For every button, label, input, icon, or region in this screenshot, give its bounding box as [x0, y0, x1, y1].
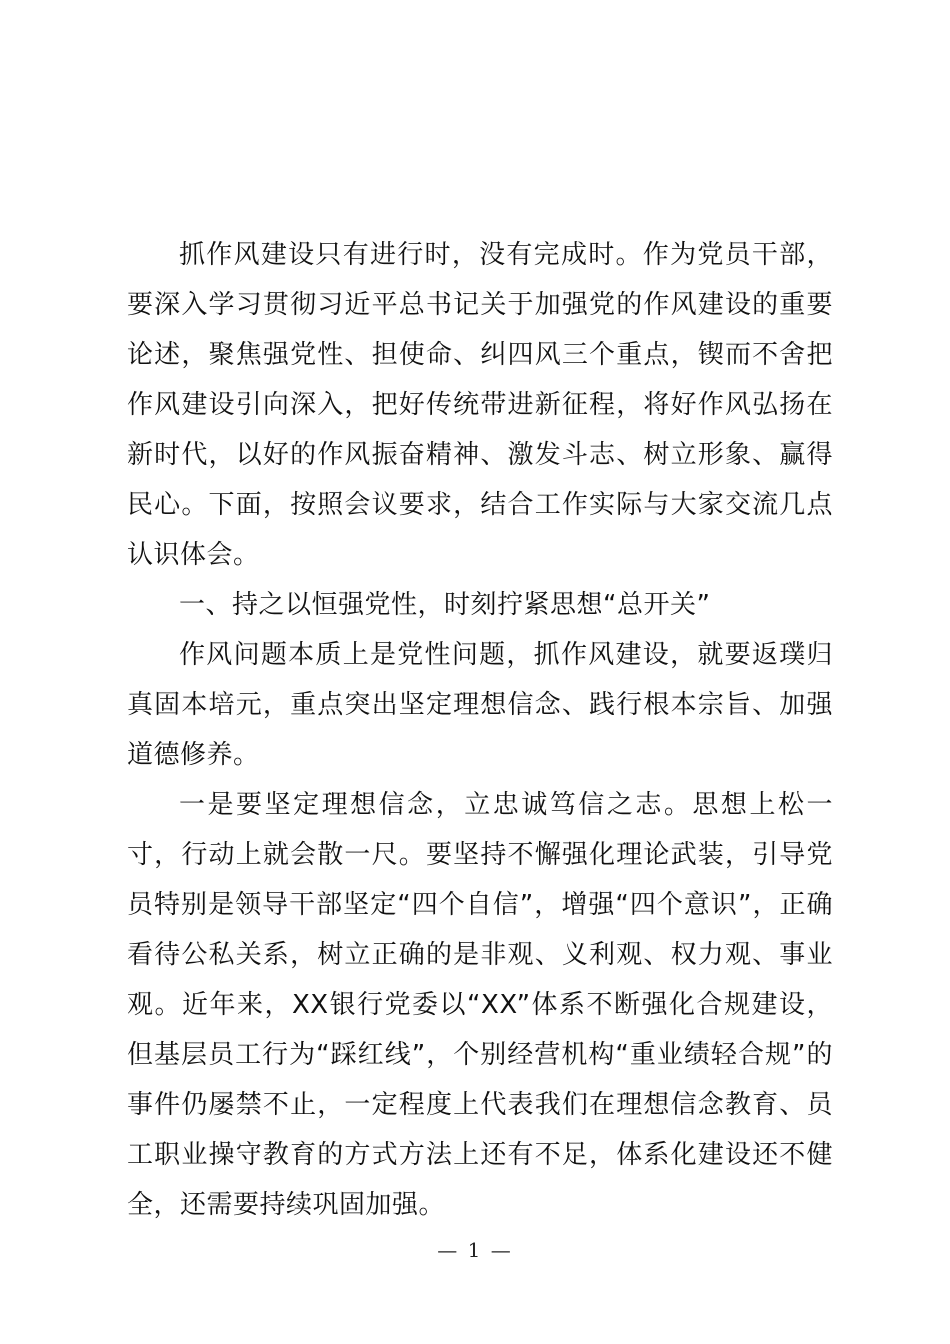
point-one-paragraph: 一是要坚定理想信念，立忠诚笃信之志。思想上松一寸，行动上就会散一尺。要坚持不懈强化理论武装，引导党员特别是领导干部坚定“四个自信”，增强“四个意识”，正确看待公私关系，树立正确的是非观、义利观、权力观、事业观。近年来，XX银行党委以“XX”体系不断强化合规建设，但基层员工行为“踩红线”，个别经营机构“重业绩轻合规”的事件仍屡禁不止，一定程度上代表我们在理想信念教育、员工职业操守教育的方式方法上还有不足，体系化建设还不健全，还需要持续巩固加强。 [127, 790, 833, 1220]
intro-paragraph: 抓作风建设只有进行时，没有完成时。作为党员干部，要深入学习贯彻习近平总书记关于加强党的作风建设的重要论述，聚焦强党性、担使命、纠四风三个重点，锲而不舍把作风建设引向深入，把好传统带进新征程，将好作风弘扬在新时代，以好的作风振奋精神、激发斗志、树立形象、赢得民心。下面，按照会议要求，结合工作实际与大家交流几点认识体会。 [127, 240, 833, 570]
section-heading: 一、持之以恒强党性，时刻拧紧思想“总开关” [179, 590, 711, 620]
section-intro-paragraph: 作风问题本质上是党性问题，抓作风建设，就要返璞归真固本培元，重点突出坚定理想信念、践行根本宗旨、加强道德修养。 [127, 640, 833, 770]
document-body [127, 230, 833, 1230]
page-number: — 1 — [437, 1238, 513, 1262]
